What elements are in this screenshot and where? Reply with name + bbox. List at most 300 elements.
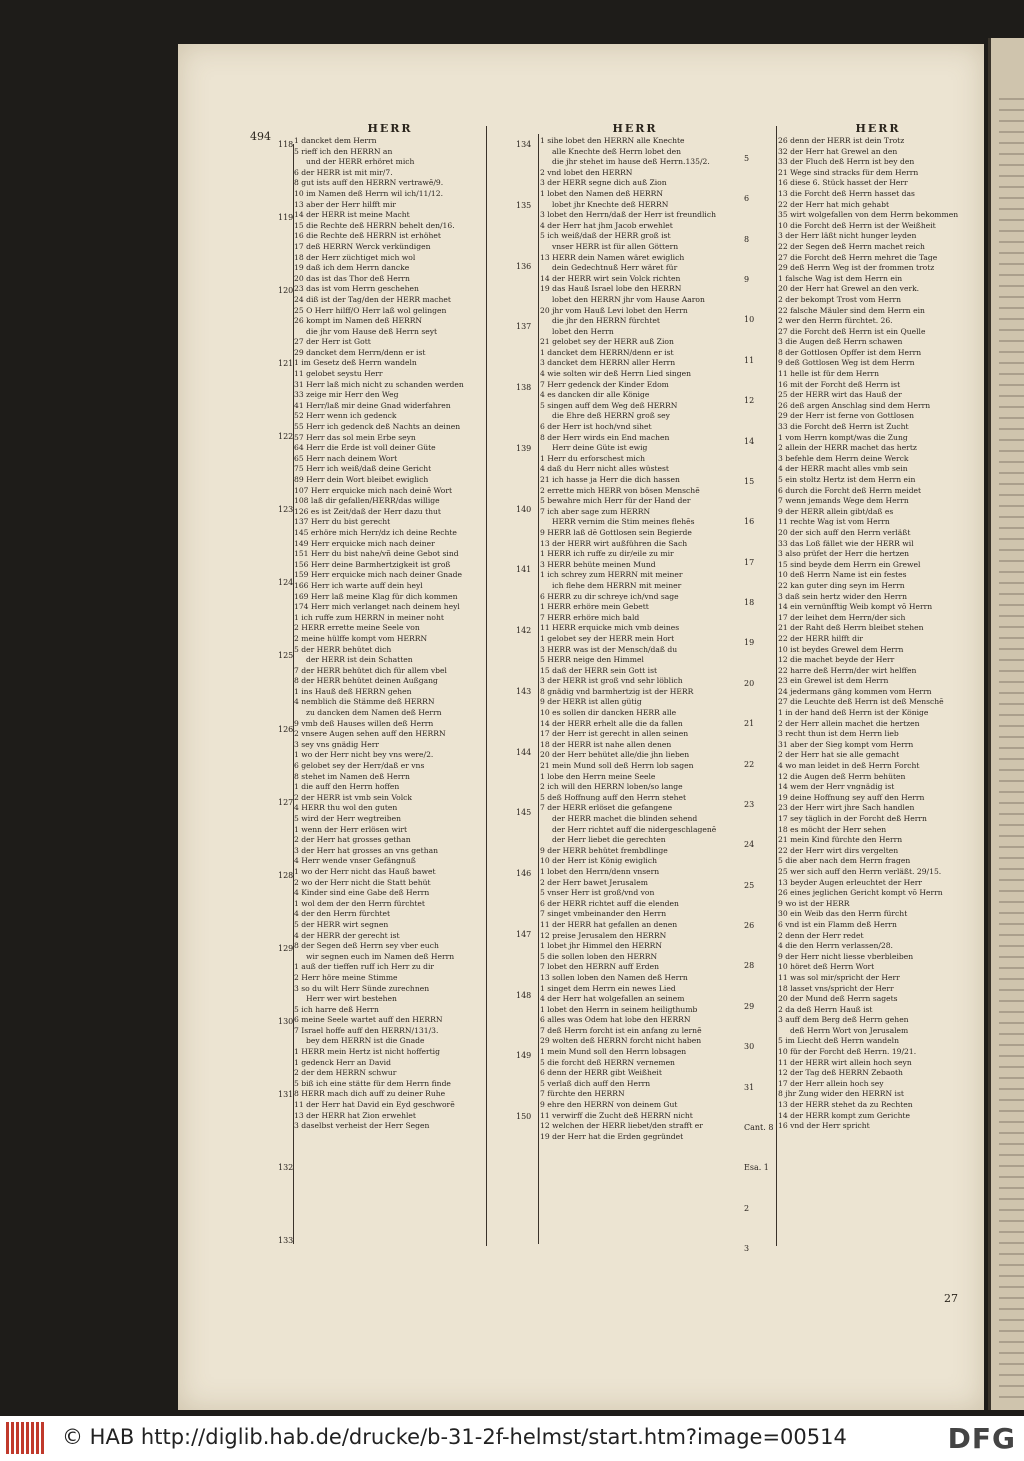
margin-number: 8	[744, 234, 750, 244]
text-line: 33 die Forcht deß Herrn ist Zucht	[778, 422, 909, 432]
text-line: 166 Herr ich warte auff dein heyl	[294, 580, 423, 590]
text-line: 13 sollen loben den Namen deß Herrn	[540, 972, 688, 982]
text-line: 1 falsche Wag ist dem Herrn ein	[778, 273, 903, 283]
text-line: 25 der HERR wirt das Hauß der	[778, 390, 902, 400]
text-line: die jhr vom Hause deß Herrn seyt	[306, 326, 438, 336]
text-line: 1 wo der Herr nicht bey vns were/2.	[294, 750, 434, 760]
margin-number: 142	[516, 626, 532, 635]
text-line: 5 die sollen loben den HERRN	[540, 951, 658, 961]
text-line: 23 der Herr wirt jhre Sach handlen	[778, 803, 915, 813]
text-line: 169 Herr laß meine Klag für dich kommen	[294, 591, 458, 601]
text-line: 6 der HERR richtet auff die elenden	[540, 898, 679, 908]
text-line: 2 der Herr allein machet die hertzen	[778, 718, 920, 728]
text-line: 156 Herr deine Barmhertzigkeit ist groß	[294, 559, 451, 569]
text-line: 30 ein Weib das den Herrn fürcht	[778, 909, 908, 919]
text-line: 15 sind beyde dem Herrn ein Grewel	[778, 559, 921, 569]
text-line: 4 Herr wende vnser Gefängnuß	[294, 856, 416, 866]
text-line: 3 die Augen deß Herrn schawen	[778, 337, 903, 347]
text-line: 1 dancket dem HERRN/denn er ist	[540, 347, 674, 357]
margin-number: 124	[278, 578, 294, 588]
column-3	[778, 122, 978, 1132]
page-number-right: 27	[944, 1292, 958, 1305]
text-line: 3 HERR behüte meinen Mund	[540, 559, 656, 569]
text-line: ich flehe dem HERRN mit meiner	[552, 580, 682, 590]
text-line: 18 der Herr züchtiget mich wol	[294, 252, 416, 262]
text-line: 6 meine Seele wartet auff den HERRN	[294, 1015, 443, 1025]
text-line: 7 der HERR erlöset die gefangene	[540, 803, 673, 813]
margin-number: 5	[744, 154, 750, 163]
text-line: 13 der HERR wirt außführen die Sach	[540, 538, 688, 548]
text-line: 22 der Segen deß Herrn machet reich	[778, 241, 925, 251]
margin-number: 140	[516, 504, 532, 514]
text-line: 24 jedermans gäng kommen vom Herrn	[778, 686, 932, 696]
text-line: 2 vnsere Augen sehen auff den HERRN	[294, 729, 446, 739]
text-line: 14 der HERR wirt sein Volck richten	[540, 273, 681, 283]
text-line: 4 es dancken dir alle Könige	[540, 390, 650, 400]
text-line: 4 HERR thu wol den guten	[294, 803, 398, 813]
text-line: 17 deß HERRN Werck verkündigen	[294, 241, 431, 251]
text-line: 18 es möcht der Herr sehen	[778, 824, 887, 834]
margin-number: 146	[516, 869, 532, 878]
text-line: 7 wenn jemands Wege dem Herrn	[778, 496, 909, 506]
text-line: 5 biß ich eine stätte für dem Herrn finde	[294, 1078, 451, 1088]
margin-number: 126	[278, 724, 294, 734]
text-line: die jhr stehet im hause deß Herrn.135/2.	[552, 157, 710, 167]
copyright-link[interactable]: © HAB http://diglib.hab.de/drucke/b-31-2f-helmst/start.htm?image=00514	[62, 1425, 847, 1449]
text-line: 9 wo ist der HERR	[778, 898, 850, 908]
text-line: 137 Herr du bist gerecht	[294, 517, 391, 527]
text-line: 1 HERR mein Hertz ist nicht hoffertig	[294, 1047, 440, 1057]
text-line: 10 die Forcht deß Herrn ist der Weißheit	[778, 220, 936, 230]
margin-number: 134	[516, 140, 532, 149]
margin-number: 10	[744, 315, 755, 325]
text-line: 2 ich will den HERRN loben/so lange	[540, 782, 683, 792]
text-line: 14 ein vernünfftig Weib kompt vō Herrn	[778, 602, 933, 612]
text-line: alle Knechte deß Herrn lobet den	[552, 146, 682, 156]
text-line: 9 deß Gottlosen Weg ist dem Herrn	[778, 358, 915, 368]
text-line: 16 diese 6. Stück hasset der Herr	[778, 178, 908, 188]
margin-number: 129	[278, 943, 294, 953]
text-line: 21 Wege sind stracks für dem Herrn	[778, 167, 919, 177]
text-line: 4 der HERR macht alles vmb sein	[778, 464, 908, 474]
text-line: 17 sey täglich in der Forcht deß Herrn	[778, 814, 927, 823]
text-line: 5 der HERR behütet dich	[294, 644, 392, 654]
text-line: 27 der Herr ist Gott	[294, 337, 371, 347]
text-line: 3 so du wilt Herr Sünde zurechnen	[294, 983, 430, 993]
text-line: 13 aber der Herr hilfft mir	[294, 199, 397, 209]
margin-number: 123	[278, 505, 294, 515]
margin-number: 25	[744, 880, 755, 890]
margin-number: 127	[278, 797, 294, 807]
margin-number: 3	[744, 1244, 750, 1253]
text-line: 17 der leihet dem Herrn/der sich	[778, 612, 906, 622]
text-line: 149 Herr erquicke mich nach deiner	[294, 538, 435, 548]
text-line: 10 ist beydes Grewel dem Herrn	[778, 644, 904, 654]
text-line: 11 helle ist für dem Herrn	[778, 369, 879, 379]
text-line: 6 der Herr ist hoch/vnd sihet	[540, 422, 652, 432]
text-line: 1 ich ruffe zum HERRN in meiner noht	[294, 612, 444, 622]
text-line: 1 mein Mund soll den Herrn lobsagen	[540, 1047, 687, 1057]
text-line: lobet den HERRN jhr vom Hause Aaron	[552, 294, 705, 304]
text-line: 21 mein Kind fürchte den Herrn	[778, 835, 903, 845]
text-line: 12 der Tag deß HERRN Zebaoth	[778, 1068, 903, 1078]
text-line: 29 deß Herrn Weg ist der frommen trotz	[778, 263, 935, 273]
text-line: 9 der HERR ist allen gütig	[540, 697, 642, 707]
text-line: 27 die Forcht deß Herrn mehret die Tage	[778, 252, 938, 262]
text-line: der Herr liebet die gerechten	[552, 835, 666, 845]
text-line: 24 diß ist der Tag/den der HERR machet	[294, 294, 451, 304]
text-line: 4 nemblich die Stämme deß HERRN	[294, 697, 435, 707]
text-line: der Herr richtet auff die nidergeschlagenē	[552, 824, 717, 834]
text-line: 12 die machet beyde der Herr	[778, 655, 895, 665]
margin-number: 21	[744, 719, 755, 729]
text-line: 151 Herr du bist nahe/vñ deine Gebot sind	[294, 549, 459, 559]
text-line: 2 der HERR ist vmb sein Volck	[294, 792, 412, 802]
text-line: 1 lobet den Herrn/denn vnsern	[540, 866, 660, 876]
text-line: 1 in der hand deß Herrn ist der Könige	[778, 708, 929, 718]
text-line: 2 denn der Herr redet	[778, 930, 864, 940]
text-line: 19 das Hauß Israel lobe den HERRN	[540, 284, 682, 294]
text-line: 10 es sollen dir dancken HERR alle	[540, 708, 677, 718]
text-line: 3 auff dem Berg deß Herrn gehen	[778, 1015, 909, 1025]
text-line: 6 der HERR ist mit mir/7.	[294, 167, 393, 177]
text-line: 11 der HERR hat gefallen an denen	[540, 919, 678, 929]
text-line: 64 Herr die Erde ist voll deiner Güte	[294, 443, 436, 453]
text-line: 20 der Herr behütet alle/die jhn lieben	[540, 750, 690, 760]
text-line: 107 Herr erquicke mich nach deinē Wort	[294, 485, 453, 495]
text-line: 22 harre deß Herrn/der wirt helffen	[778, 665, 917, 675]
text-line: 19 der Herr hat die Erden gegründet	[540, 1131, 684, 1141]
text-line: 16 die Rechte deß HERRN ist erhöhet	[294, 231, 441, 241]
text-line: 5 ein stoltz Hertz ist dem Herrn ein	[778, 475, 916, 484]
text-line: 8 der HERR behütet deinen Außgang	[294, 676, 438, 686]
page-number: 494	[250, 130, 271, 143]
text-line: 5 deß Hoffnung auff den Herrn stehet	[540, 792, 687, 802]
text-line: 22 der Herr wirt dirs vergelten	[778, 845, 899, 855]
text-line: 22 kan guter ding seyn im Herrn	[778, 580, 905, 590]
text-line: 5 HERR neige den Himmel	[540, 655, 644, 665]
text-line: 7 der HERR behütet dich für allem vbel	[294, 665, 447, 675]
text-line: 11 verwirff die Zucht deß HERRN nicht	[540, 1110, 693, 1120]
text-line: 5 der HERR wirt segnen	[294, 919, 389, 929]
text-line: 55 Herr ich gedenck deß Nachts an deinen	[294, 422, 461, 432]
text-line: 2 errette mich HERR von bösen Menschē	[540, 485, 700, 495]
text-line: 4 daß du Herr nicht alles wüstest	[540, 464, 669, 474]
text-line: 5 ich weiß/daß der HERR groß ist	[540, 231, 671, 241]
text-line: 1 wenn der Herr erlösen wirt	[294, 824, 408, 834]
text-line: 29 der Herr ist ferne von Gottlosen	[778, 411, 914, 421]
text-line: 12 die Augen deß Herrn behüten	[778, 771, 906, 781]
text-line: 7 fürchte den HERRN	[540, 1089, 625, 1099]
margin-number: 133	[278, 1236, 294, 1245]
margin-number: 137	[516, 322, 532, 332]
text-line: 5 im Liecht deß Herrn wandeln	[778, 1036, 899, 1046]
text-line: 4 Kinder sind eine Gabe deß Herrn	[294, 888, 430, 898]
text-line: 11 der Herr hat David ein Eyd geschworē	[294, 1100, 455, 1110]
text-line: 57 Herr das sol mein Erbe seyn	[294, 432, 416, 442]
text-line: 1 ins Hauß deß HERRN gehen	[294, 686, 412, 696]
margin-number: 26	[744, 921, 755, 931]
text-line: 20 der Mund deß Herrn sagets	[778, 994, 898, 1004]
text-line: 7 ich aber sage zum HERRN	[540, 506, 651, 516]
text-line: die jhr den HERRN fürchtet	[552, 316, 660, 326]
margin-number: 6	[744, 194, 750, 204]
text-line: 4 die den Herrn verlassen/28.	[778, 941, 893, 951]
text-line: 2 HERR errette meine Seele von	[294, 623, 420, 633]
text-line: 33 zeige mir Herr den Weg	[294, 390, 399, 400]
text-line: 52 Herr wenn ich gedenck	[294, 411, 397, 421]
text-line: 35 wirt wolgefallen von dem Herrn bekommen	[778, 210, 959, 220]
text-line: 11 was sol mir/spricht der Herr	[778, 972, 900, 982]
margin-number: 147	[516, 929, 532, 939]
text-line: 1 HERR ich ruffe zu dir/eile zu mir	[540, 549, 674, 559]
text-line: 8 gut ists auff den HERRN vertrawē/9.	[294, 178, 444, 188]
margin-number: 18	[744, 598, 755, 608]
text-line: 41 Herr/laß mir deine Gnad widerfahren	[294, 400, 451, 410]
text-line: 7 Herr gedenck der Kinder Edom	[540, 379, 669, 389]
margin-number: 20	[744, 678, 755, 688]
margin-number: 119	[278, 213, 294, 223]
text-line: 5 ich harre deß Herrn	[294, 1004, 379, 1014]
text-line: 6 denn der HERR gibt Weißheit	[540, 1068, 662, 1078]
text-line: 7 singet vmbeinander den Herrn	[540, 909, 667, 919]
text-line: 5 wird der Herr wegtreiben	[294, 814, 401, 823]
text-line: 2 der bekompt Trost vom Herrn	[778, 294, 902, 304]
text-line: 23 ein Grewel ist dem Herrn	[778, 676, 889, 686]
text-line: 6 HERR zu dir schreye ich/vnd sage	[540, 591, 679, 601]
text-line: 4 wie solten wir deß Herrn Lied singen	[540, 369, 692, 379]
text-line: 17 der Herr allein hoch sey	[778, 1078, 884, 1088]
text-line: 1 singet dem Herrn ein newes Lied	[540, 983, 676, 993]
text-line: 1 wo der Herr nicht das Hauß bawet	[294, 866, 436, 876]
text-line: 9 der HERR behütet frembdlinge	[540, 845, 668, 855]
text-line: 6 alles was Odem hat lobe den HERRN	[540, 1015, 691, 1025]
text-line: 8 der Herr wirds ein End machen	[540, 432, 670, 442]
text-line: 10 der Herr ist König ewiglich	[540, 856, 657, 866]
text-line: 5 die forcht deß HERRN vernemen	[540, 1057, 675, 1067]
text-line: 11 der HERR wirt allein hoch seyn	[778, 1057, 912, 1067]
text-line: 3 daselbst verheist der Herr Segen	[294, 1121, 430, 1131]
text-line: 3 der HERR ist groß vnd sehr löblich	[540, 676, 683, 686]
text-line: 6 gelobet sey der Herr/daß er vns	[294, 761, 425, 771]
text-line: 3 sey vns gnädig Herr	[294, 739, 380, 749]
text-line: 1 Herr du erforschest mich	[540, 453, 646, 463]
text-line: 3 lobet den Herrn/daß der Herr ist freundlich	[540, 210, 716, 220]
text-line: 31 Herr laß mich nicht zu schanden werden	[294, 379, 464, 389]
text-line: 3 dancket dem HERRN aller Herrn	[540, 358, 676, 368]
next-page-edge	[988, 38, 1024, 1410]
text-line: 159 Herr erquicke mich nach deiner Gnade	[294, 570, 462, 580]
text-line: 13 die Forcht deß Herrn hasset das	[778, 188, 915, 198]
text-line: 18 lasset vns/spricht der Herr	[778, 983, 894, 993]
margin-number: Cant. 8	[744, 1122, 774, 1132]
column-heading: HERR	[855, 122, 901, 135]
text-line: bey dem HERRN ist die Gnade	[306, 1036, 425, 1046]
text-line: 3 der Herr läßt nicht hunger leyden	[778, 231, 917, 241]
text-line: 26 denn der HERR ist dein Trotz	[778, 136, 905, 145]
text-line: 21 ich hasse ja Herr die dich hassen	[540, 475, 680, 484]
text-line: 21 mein Mund soll deß Herrn lob sagen	[540, 761, 694, 771]
text-line: 12 preise Jerusalem den HERRN	[540, 930, 667, 940]
text-line: 75 Herr ich weiß/daß deine Gericht	[294, 464, 432, 474]
text-line: 65 Herr nach deinem Wort	[294, 453, 398, 463]
text-line: 1 im Gesetz deß Herrn wandeln	[294, 358, 417, 368]
text-line: 17 der Herr ist gerecht in allen seinen	[540, 729, 689, 739]
margin-number: 19	[744, 638, 755, 648]
text-line: 2 allein der HERR machet das hertz	[778, 443, 917, 453]
text-line: 2 vnd lobet den HERRN	[540, 167, 633, 177]
text-line: 19 deine Hoffnung sey auff den Herrn	[778, 792, 925, 802]
text-line: 126 es ist Zeit/daß der Herr dazu thut	[294, 506, 441, 516]
margin-number: 143	[516, 686, 532, 696]
footer-bar	[0, 1416, 1024, 1461]
margin-number: 131	[278, 1089, 294, 1099]
text-line: 26 deß argen Anschlag sind dem Herrn	[778, 400, 931, 410]
text-line: 14 der HERR erhelt alle die da fallen	[540, 718, 683, 728]
text-line: 89 Herr dein Wort bleibet ewiglich	[294, 475, 429, 484]
column-rule	[538, 134, 539, 1244]
text-line: 2 meine hülffe kompt vom HERRN	[294, 633, 428, 643]
margin-number: 132	[278, 1162, 294, 1172]
margin-number: 150	[516, 1112, 532, 1121]
margin-number: 144	[516, 747, 532, 757]
text-line: 3 also prüfet der Herr die hertzen	[778, 549, 910, 559]
text-line: 21 gelobet sey der HERR auß Zion	[540, 337, 674, 347]
text-line: 3 HERR was ist der Mensch/daß du	[540, 644, 678, 654]
text-line: vnser HERR ist für allen Göttern	[552, 241, 679, 251]
margin-number: 118	[278, 140, 294, 149]
text-line: 1 ich schrey zum HERRN mit meiner	[540, 570, 683, 580]
column-2	[540, 122, 730, 1142]
text-line: Herr deine Güte ist ewig	[552, 443, 648, 453]
text-line: 1 auß der tieffen ruff ich Herr zu dir	[294, 962, 435, 972]
text-line: 7 lobet den HERRN auff Erden	[540, 962, 660, 972]
text-line: 9 HERR laß dē Gottlosen sein Begierde	[540, 527, 692, 537]
text-line: 2 der dem HERRN schwur	[294, 1068, 397, 1078]
margin-number: Esa. 1	[744, 1163, 769, 1173]
margin-number: 28	[744, 961, 755, 971]
text-line: 1 HERR erhöre mein Gebett	[540, 602, 649, 612]
text-line: 13 beyder Augen erleuchtet der Herr	[778, 877, 923, 887]
text-line: 16 vnd der Herr spricht	[778, 1121, 870, 1131]
text-line: 13 HERR dein Namen wäret ewiglich	[540, 252, 685, 262]
text-line: 15 die Rechte deß HERRN behelt den/16.	[294, 220, 455, 230]
margin-number: 9	[744, 275, 750, 285]
text-line: 9 der Herr nicht liesse vberbleiben	[778, 951, 914, 961]
text-line: 5 rieff ich den HERRN an	[294, 146, 393, 156]
text-line: 14 der HERR ist meine Macht	[294, 210, 410, 220]
margin-number: 31	[744, 1082, 755, 1092]
margin-number: 135	[516, 200, 532, 210]
text-line: 3 befehle dem Herrn deine Werck	[778, 453, 909, 463]
text-line: 4 der Herr hat wolgefallen an seinem	[540, 994, 685, 1004]
column-heading: HERR	[367, 122, 413, 135]
text-line: 3 daß sein hertz wider den Herrn	[778, 591, 907, 601]
text-line: 1 wol dem der den Herrn fürchtet	[294, 898, 425, 908]
text-line: 11 rechte Wag ist vom Herrn	[778, 517, 890, 527]
text-line: 31 aber der Sieg kompt vom Herrn	[778, 739, 914, 749]
text-line: 2 wer den Herrn fürchtet. 26.	[778, 316, 893, 326]
text-line: 8 der Segen deß Herrn sey vber euch	[294, 941, 439, 951]
text-line: 5 singen auff dem Weg deß HERRN	[540, 400, 678, 410]
text-line: 22 der HERR hilfft dir	[778, 633, 864, 643]
margin-number: 121	[278, 359, 294, 369]
text-line: 9 der HERR allein gibt/daß es	[778, 506, 894, 516]
margin-number: 141	[516, 565, 532, 575]
text-line: deß Herrn Wort von Jerusalem	[790, 1025, 909, 1035]
text-line: 10 deß Herrn Name ist ein festes	[778, 570, 907, 580]
text-line: 108 laß dir gefallen/HERR/das willige	[294, 496, 440, 506]
text-line: lobet den Herrn	[552, 326, 614, 336]
text-line: 12 welchen der HERR liebet/den strafft er	[540, 1121, 703, 1131]
text-line: 3 recht thun ist dem Herrn lieb	[778, 729, 899, 739]
text-line: 10 für der Forcht deß Herrn. 19/21.	[778, 1047, 917, 1057]
text-line: 32 der Herr hat Grewel an den	[778, 146, 898, 156]
text-line: 4 wo man leidet in deß Herrn Forcht	[778, 761, 920, 771]
text-line: 19 daß ich dem Herrn dancke	[294, 263, 410, 273]
text-line: 5 die aber nach dem Herrn fragen	[778, 856, 911, 866]
margin-number: 16	[744, 517, 755, 527]
margin-number: 11	[744, 355, 755, 365]
text-line: 33 das Loß fället wie der HERR wil	[778, 538, 914, 548]
text-line: 1 lobet den Herrn in seinem heiligthumb	[540, 1004, 698, 1014]
text-line: 9 ehre den HERRN von deinem Gut	[540, 1100, 678, 1110]
text-line: 6 durch die Forcht deß Herrn meidet	[778, 485, 922, 495]
text-line: 33 der Fluch deß Herrn ist bey den	[778, 157, 915, 167]
text-line: 2 der Herr hat grosses gethan	[294, 835, 411, 845]
margin-number: 120	[278, 286, 294, 296]
text-line: 6 vnd ist ein Flamm deß Herrn	[778, 919, 897, 929]
text-line: 22 der Herr hat mich gehabt	[778, 199, 890, 209]
text-line: 10 im Namen deß Herrn wil ich/11/12.	[294, 188, 444, 198]
text-line: 1 die auff den Herrn hoffen	[294, 782, 400, 792]
text-line: 11 HERR erquicke mich vmb deines	[540, 623, 680, 633]
text-line: und der HERR erhöret mich	[306, 157, 415, 167]
text-line: 1 gedenck Herr an David	[294, 1057, 391, 1067]
text-line: 4 der Herr hat jhm Jacob erwehlet	[540, 220, 673, 230]
text-line: 8 der Gottlosen Opffer ist dem Herrn	[778, 347, 922, 357]
text-line: 16 mit der Forcht deß Herrn ist	[778, 379, 901, 389]
text-line: 20 der sich auff den Herrn verläßt	[778, 527, 911, 537]
text-line: 26 eines jeglichen Gericht kompt vō Herrn	[778, 888, 943, 898]
text-line: 5 vnser Herr ist groß/vnd von	[540, 888, 655, 898]
margin-number: 12	[744, 396, 755, 406]
margin-number: 122	[278, 432, 294, 442]
text-line: 25 O Herr hilff/O Herr laß wol gelingen	[294, 305, 447, 315]
text-line: wir segnen euch im Namen deß Herrn	[306, 951, 455, 961]
text-line: 20 jhr vom Hauß Levi lobet den Herrn	[540, 305, 688, 315]
text-line: 2 wo der Herr nicht die Statt behüt	[294, 877, 431, 887]
text-line: 2 da deß Herrn Hauß ist	[778, 1004, 873, 1014]
column-rule	[776, 126, 777, 1246]
text-line: dein Gedechtnuß Herr wäret für	[552, 263, 678, 273]
text-line: 1 lobe den Herrn meine Seele	[540, 771, 656, 781]
margin-number: 22	[744, 759, 755, 769]
text-line: 11 gelobet seystu Herr	[294, 369, 383, 379]
text-line: 14 der HERR kompt zum Gerichte	[778, 1110, 911, 1120]
text-line: 20 der Herr hat Grewel an den verk.	[778, 284, 920, 294]
text-line: 25 wer sich auff den Herrn verläßt. 29/15.	[778, 866, 942, 876]
text-line: 4 der HERR der gerecht ist	[294, 930, 400, 940]
text-line: 10 höret deß Herrn Wort	[778, 962, 875, 972]
text-line: 1 lobet jhr Himmel den HERRN	[540, 941, 663, 951]
text-line: HERR vernim die Stim meines flehēs	[552, 517, 695, 527]
text-line: 2 Herr höre meine Stimme	[294, 972, 398, 982]
text-line: 7 Israel hoffe auff den HERRN/131/3.	[294, 1025, 439, 1035]
text-line: 1 vom Herrn kompt/was die Zung	[778, 432, 908, 442]
margin-number: 15	[744, 476, 755, 486]
margin-number: 148	[516, 990, 532, 1000]
